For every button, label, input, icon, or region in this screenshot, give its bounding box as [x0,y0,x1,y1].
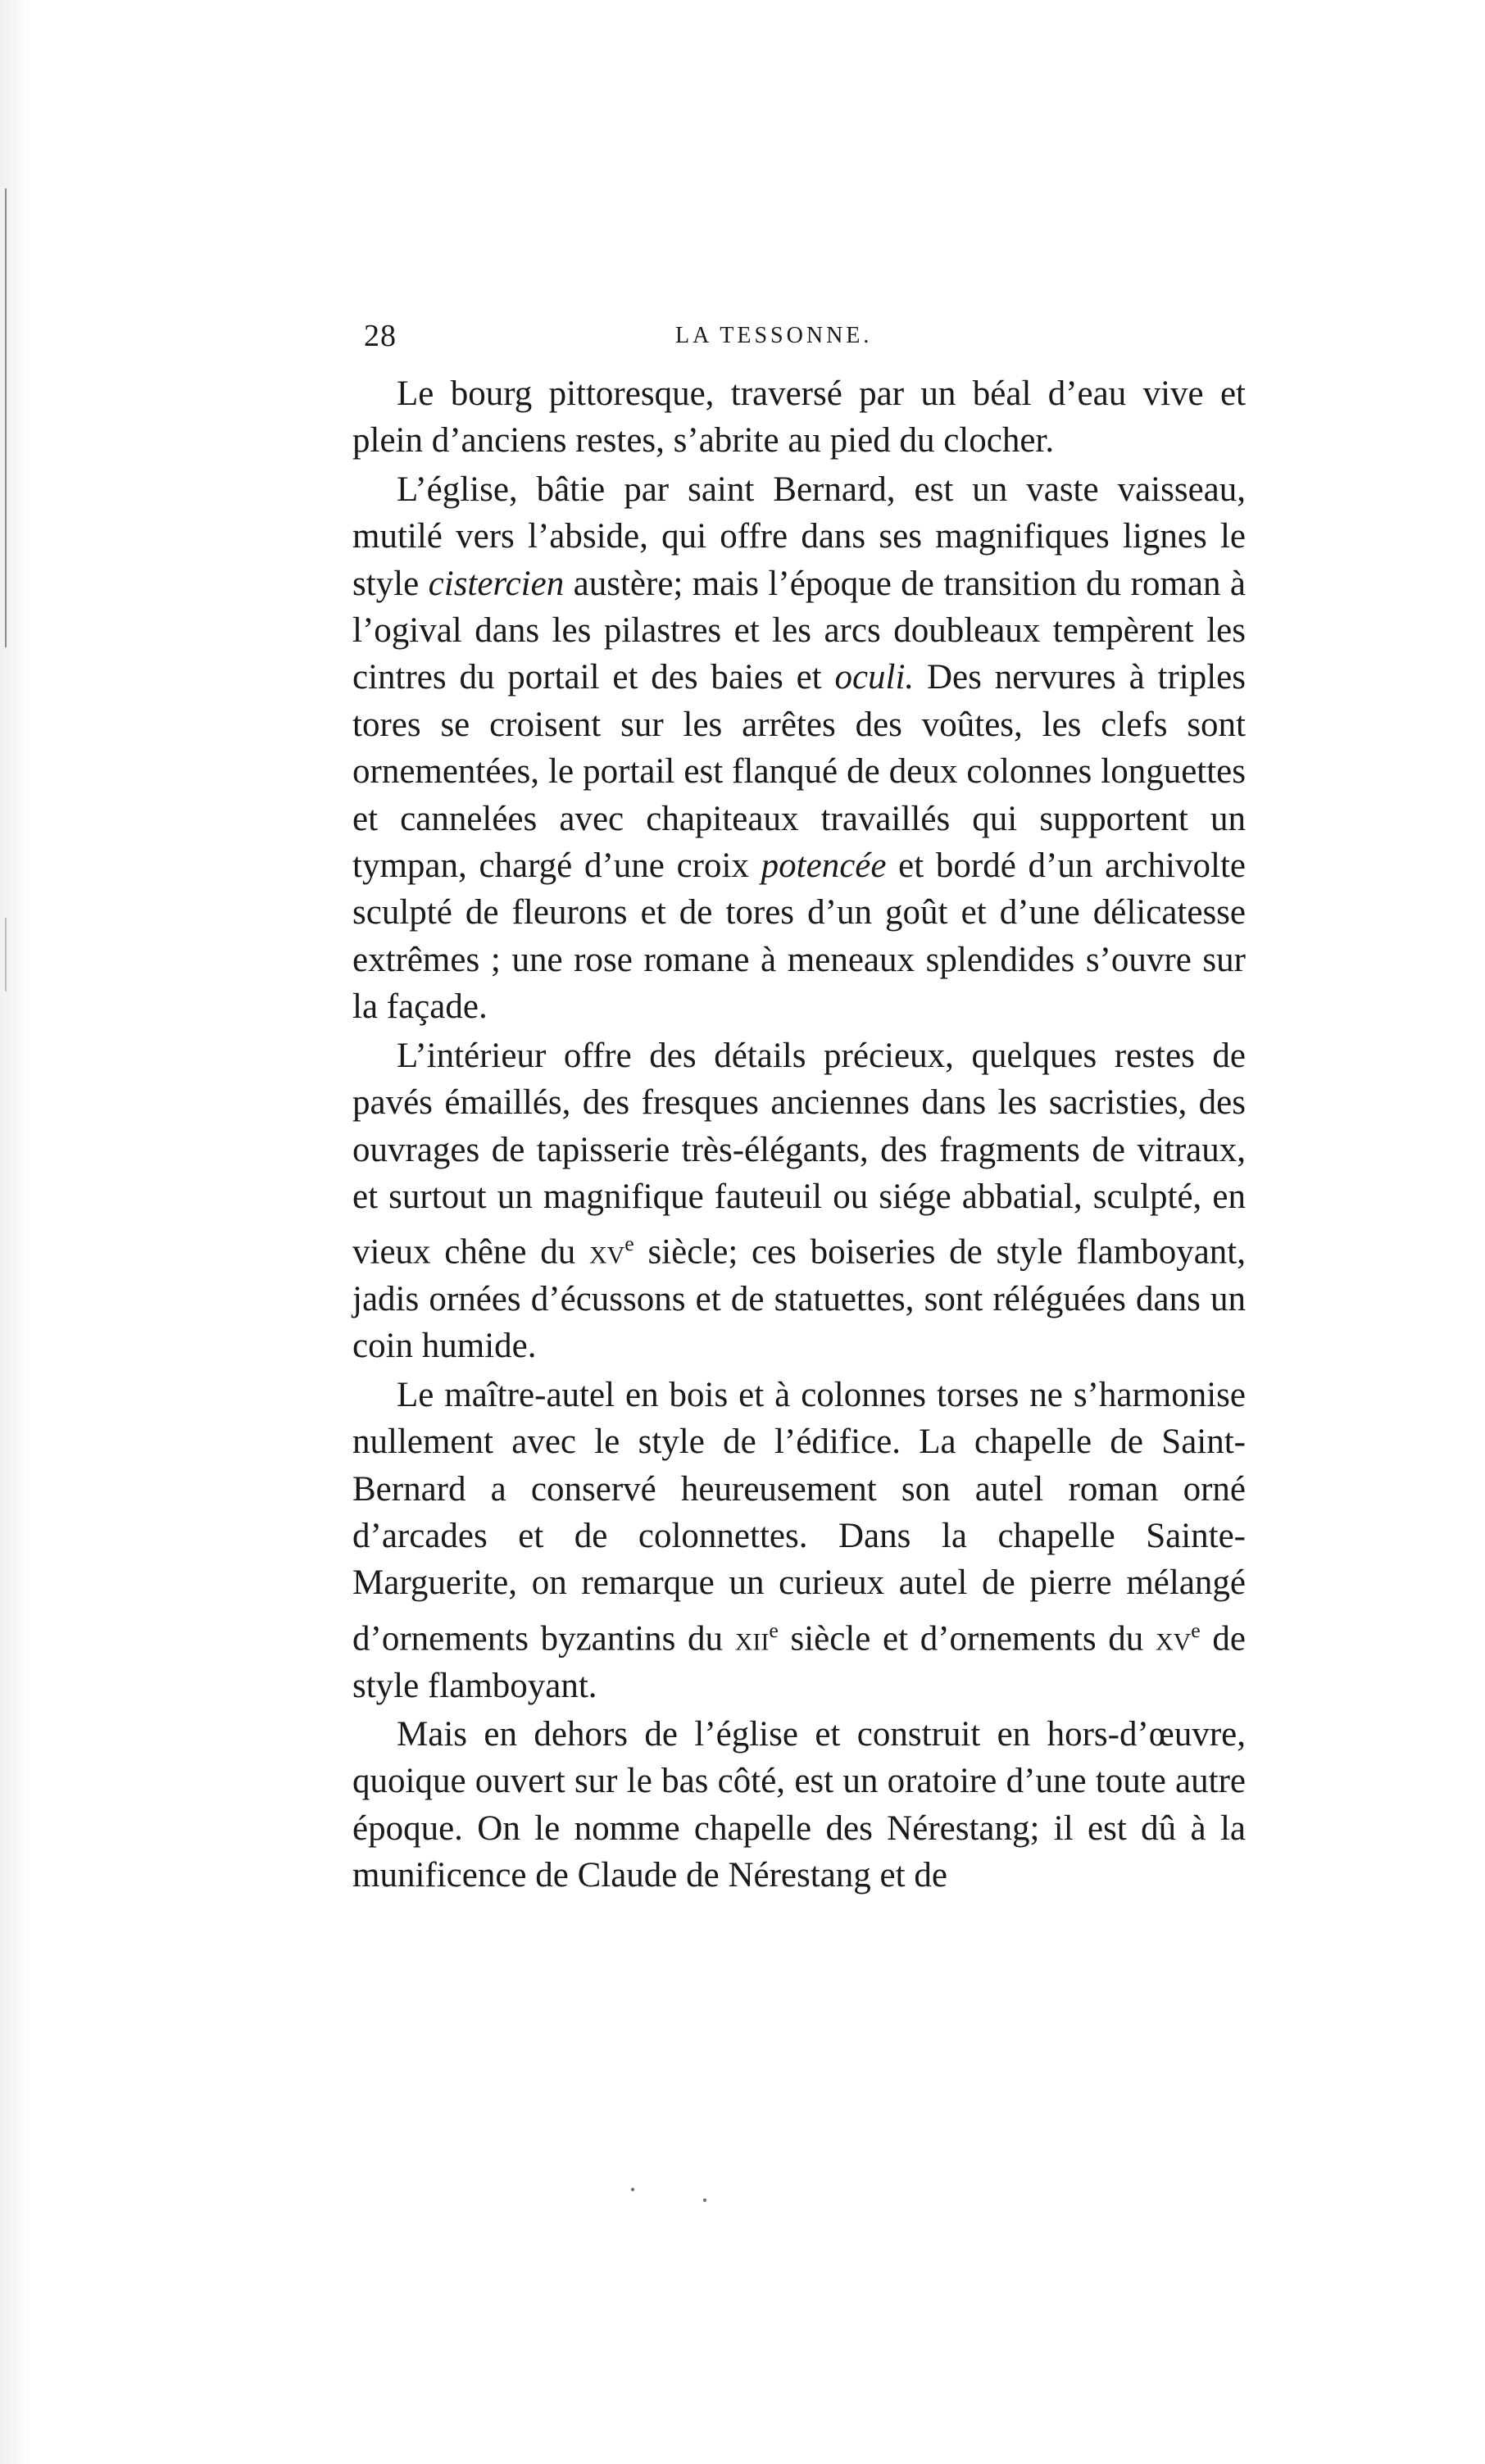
superscript: e [769,1618,779,1642]
page-number: 28 [364,319,397,353]
text-run: Mais en dehors de l’église et construit en hors-d’œuvre, quoique ouvert sur le bas côté, est un oratoire d’une toute autre époque. On le nomme chapelle des Nérestang; il est dû à la munificence de Claude de Nérestang et de [352,1715,1246,1895]
italic-term: oculi. [834,658,915,697]
paragraph [352,1032,1246,1370]
paragraph [352,370,1246,465]
text-run: de style flamboyant. [352,1619,1246,1705]
paragraph [352,466,1246,1031]
text-run: L’intérieur offre des détails précieux, quelques restes de pavés émaillés, des fresques anciennes dans les sacristies, des ouvrages de tapisserie très-élégants, des fragments de vitraux, et surtout un magnifique fauteuil ou siége abbatial, sculpté, en vieux chêne du [352,1036,1246,1272]
text-run: siècle et d’ornements du [778,1619,1156,1659]
century-numeral: xv [588,1232,625,1272]
scan-edge-line [5,918,7,991]
century-numeral: xv [1155,1619,1192,1659]
paragraph [352,1711,1246,1899]
page-header [364,318,1241,359]
text-run: Le maître-autel en bois et à colonnes torses ne s’harmonise nullement avec le style de l’édifice. La chapelle de Saint-Bernard a conservé heureusement son autel roman orné d’arcades et de colonnettes. Dans la chapelle Sainte-Marguerite, on remarque un curieux autel de pierre mélangé d’ornements byzantins du [352,1375,1246,1659]
italic-term: potencée [761,846,887,886]
scan-speck [703,2199,706,2202]
scan-speck [631,2188,634,2191]
italic-term: cistercien [428,564,565,603]
superscript: e [1191,1618,1201,1642]
running-head: LA TESSONNE. [675,323,873,348]
superscript: e [624,1232,634,1256]
text-run: et bordé d’un archivolte sculpté de fleurons et de tores d’un goût et d’une délicatesse extrêmes ; une rose romane à meneaux splendides s’ouvre sur la façade. [352,846,1246,1027]
text-run: Des nervures à triples tores se croisent sur les arrêtes des voûtes, les clefs sont ornementées, le portail est flanqué de deux colonnes longuettes et cannelées avec chapiteaux travaillés qui supportent un tympan, chargé d’une croix [352,658,1246,886]
text-run: austère; mais l’époque de transition du roman à l’ogival dans les pilastres et les arcs doubleaux tempèrent les cintres du portail et des baies et [352,564,1246,697]
text-run: L’église, bâtie par saint Bernard, est un vaste vaisseau, mutilé vers l’abside, qui offre dans ses magnifiques lignes le style [352,470,1246,603]
text-run: siècle; ces boiseries de style flamboyant, jadis ornées d’écussons et de statuettes, sont réléguées dans un coin humide. [352,1232,1246,1366]
century-numeral: xii [734,1619,770,1659]
body-text [352,370,1246,1899]
paragraph [352,1372,1246,1709]
text-run: Le bourg pittoresque, traversé par un béal d’eau vive et plein d’anciens restes, s’abrite au pied du clocher. [352,374,1246,461]
scan-edge-line [5,188,7,647]
